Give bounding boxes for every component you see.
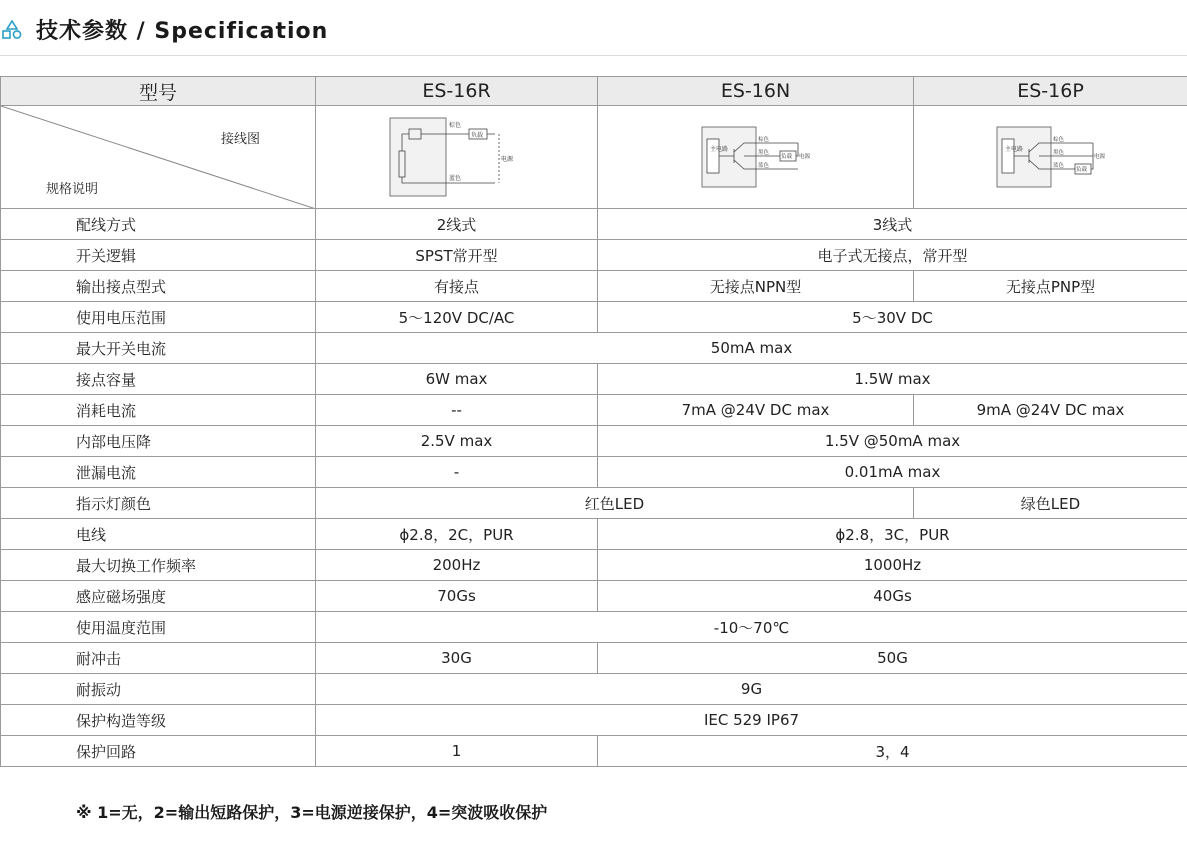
table-cell: 有接点 (316, 271, 598, 302)
model-header-label: 型号 (1, 77, 316, 106)
table-cell: 200Hz (316, 550, 598, 581)
table-cell: 0.01mA max (598, 457, 1187, 488)
table-row (1, 736, 1187, 767)
r-supply-label: 电源 (500, 156, 513, 163)
table-cell: 2线式 (316, 209, 598, 240)
row-label: 耐冲击 (1, 643, 316, 674)
spec-table (0, 76, 1187, 767)
table-row (1, 271, 1187, 302)
r-brown-wire-label: 棕色 (448, 122, 461, 129)
table-cell: 30G (316, 643, 598, 674)
row-label: 保护回路 (1, 736, 316, 767)
n-brown-wire-label: 棕色 (757, 137, 769, 143)
table-cell: 红色LED (316, 488, 914, 519)
row-label: 消耗电流 (1, 395, 316, 426)
table-row (1, 457, 1187, 488)
table-cell: 无接点PNP型 (914, 271, 1187, 302)
table-cell: SPST常开型 (316, 240, 598, 271)
reed-switch-diagram (387, 115, 527, 199)
table-cell: 50G (598, 643, 1187, 674)
n-supply-label: 电源 (798, 154, 810, 160)
r-blue-wire-label: 蓝色 (448, 175, 461, 182)
row-label: 使用电压范围 (1, 302, 316, 333)
footnote: ※ 1=无，2=输出短路保护，3=电源逆接保护，4=突波吸收保护 (76, 803, 548, 822)
diagonal-header-cell (1, 106, 316, 209)
table-cell: 无接点NPN型 (598, 271, 914, 302)
table-cell: 1.5V @50mA max (598, 426, 1187, 457)
row-label: 电线 (1, 519, 316, 550)
pnp-circuit-diagram (995, 125, 1107, 189)
row-label: 感应磁场强度 (1, 581, 316, 612)
p-load-label: 负载 (1075, 167, 1087, 173)
row-label: 指示灯颜色 (1, 488, 316, 519)
row-label: 泄漏电流 (1, 457, 316, 488)
table-cell: IEC 529 IP67 (316, 705, 1187, 736)
table-cell: 70Gs (316, 581, 598, 612)
table-cell: 5～120V DC/AC (316, 302, 598, 333)
wiring-diagram-es16p (914, 106, 1187, 209)
table-cell: 绿色LED (914, 488, 1187, 519)
row-label: 内部电压降 (1, 426, 316, 457)
p-circuit-label: 主电路 (1004, 146, 1023, 153)
table-row (1, 550, 1187, 581)
p-brown-wire-label: 棕色 (1052, 137, 1064, 143)
table-row (1, 333, 1187, 364)
row-label: 最大开关电流 (1, 333, 316, 364)
table-row (1, 395, 1187, 426)
table-cell: 3线式 (598, 209, 1187, 240)
table-row (1, 705, 1187, 736)
npn-circuit-diagram (700, 125, 812, 189)
p-supply-label: 电源 (1093, 154, 1105, 160)
table-cell: 9G (316, 674, 1187, 705)
row-label: 保护构造等级 (1, 705, 316, 736)
model-header-row (1, 77, 1187, 106)
model-es16n: ES-16N (598, 77, 914, 106)
wiring-diagram-es16r (316, 106, 598, 209)
n-black-wire-label: 黑色 (757, 150, 769, 156)
p-black-wire-label: 黑色 (1052, 150, 1064, 156)
table-row (1, 612, 1187, 643)
wiring-diagram-row (1, 106, 1187, 209)
row-label: 接点容量 (1, 364, 316, 395)
specification-label: 规格说明 (46, 182, 99, 197)
table-row (1, 674, 1187, 705)
table-row (1, 240, 1187, 271)
r-load-label: 负载 (470, 132, 483, 139)
wiring-diagram-label: 接线图 (220, 132, 260, 147)
table-cell: 1000Hz (598, 550, 1187, 581)
wiring-diagram-es16n (598, 106, 914, 209)
header-divider (0, 55, 1187, 56)
table-cell: 1 (316, 736, 598, 767)
n-blue-wire-label: 蓝色 (757, 163, 769, 169)
row-label: 配线方式 (1, 209, 316, 240)
row-label: 输出接点型式 (1, 271, 316, 302)
shapes-logo-icon (2, 20, 22, 40)
table-row (1, 209, 1187, 240)
table-cell: 1.5W max (598, 364, 1187, 395)
table-cell: 3，4 (598, 736, 1187, 767)
row-label: 开关逻辑 (1, 240, 316, 271)
n-load-label: 负载 (780, 154, 792, 160)
table-row (1, 519, 1187, 550)
table-row (1, 426, 1187, 457)
n-circuit-label: 主电路 (709, 146, 728, 153)
page-title: 技术参数 / Specification (36, 19, 329, 44)
table-cell: ϕ2.8，3C，PUR (598, 519, 1187, 550)
model-es16p: ES-16P (914, 77, 1187, 106)
table-row (1, 643, 1187, 674)
table-cell: 6W max (316, 364, 598, 395)
table-cell: 电子式无接点，常开型 (598, 240, 1187, 271)
p-blue-wire-label: 蓝色 (1052, 163, 1064, 169)
table-row (1, 488, 1187, 519)
table-cell: ϕ2.8，2C，PUR (316, 519, 598, 550)
table-cell: -10～70℃ (316, 612, 1187, 643)
table-row (1, 581, 1187, 612)
table-cell: 5～30V DC (598, 302, 1187, 333)
row-label: 使用温度范围 (1, 612, 316, 643)
table-cell: - (316, 457, 598, 488)
table-row (1, 364, 1187, 395)
table-cell: 50mA max (316, 333, 1187, 364)
table-cell: 7mA @24V DC max (598, 395, 914, 426)
table-cell: 2.5V max (316, 426, 598, 457)
table-cell: -- (316, 395, 598, 426)
page-header (0, 0, 1187, 56)
table-row (1, 302, 1187, 333)
row-label: 耐振动 (1, 674, 316, 705)
table-cell: 40Gs (598, 581, 1187, 612)
table-cell: 9mA @24V DC max (914, 395, 1187, 426)
row-label: 最大切换工作频率 (1, 550, 316, 581)
model-es16r: ES-16R (316, 77, 598, 106)
